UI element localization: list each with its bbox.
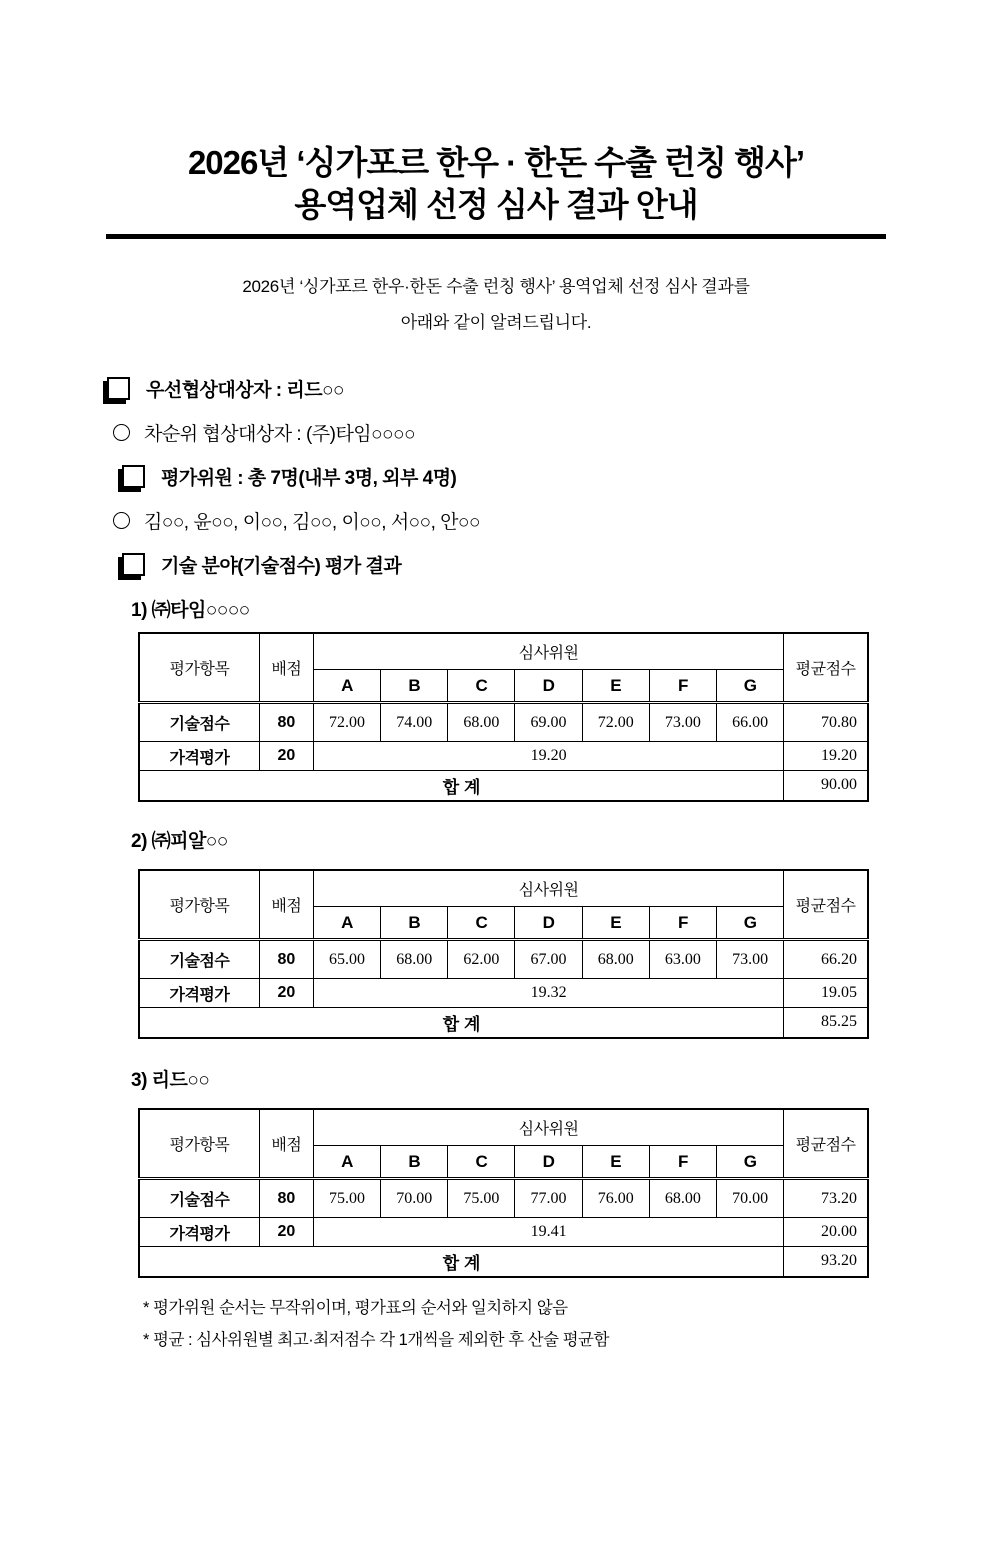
table-row: [139, 742, 868, 771]
committee-members-row: [0, 507, 992, 534]
judge-col-b: B: [381, 670, 448, 703]
price-score-merged: 19.32: [313, 979, 783, 1008]
circle-bullet-icon: [113, 512, 130, 529]
total-label: 합 계: [139, 1008, 784, 1038]
judge-col-e: E: [582, 1146, 649, 1179]
score-cell: 74.00: [381, 703, 448, 742]
score-cell: 68.00: [381, 940, 448, 979]
judge-col-d: D: [515, 670, 582, 703]
square-bullet-icon: [122, 465, 145, 488]
score-cell: 73.00: [716, 940, 783, 979]
table-row: [139, 771, 868, 801]
col-header-average: 평균점수: [784, 633, 868, 703]
col-header-item: 평가항목: [139, 1109, 259, 1179]
score-cell: 77.00: [515, 1179, 582, 1218]
judge-col-f: F: [649, 1146, 716, 1179]
company-1-section: [0, 595, 992, 802]
score-cell: 63.00: [649, 940, 716, 979]
table-row: [139, 1218, 868, 1247]
col-header-points: 배점: [259, 633, 313, 703]
company-2-heading: 2) ㈜피알○○: [131, 830, 228, 852]
tech-score-label: 기술점수: [139, 940, 259, 979]
score-cell: 66.00: [716, 703, 783, 742]
judge-col-b: B: [381, 1146, 448, 1179]
tech-points: 80: [259, 940, 313, 979]
score-cell: 69.00: [515, 703, 582, 742]
price-eval-label: 가격평가: [139, 742, 259, 771]
tech-points: 80: [259, 1179, 313, 1218]
col-header-item: 평가항목: [139, 633, 259, 703]
score-cell: 70.00: [716, 1179, 783, 1218]
score-cell: 73.00: [649, 703, 716, 742]
tech-points: 80: [259, 703, 313, 742]
second-bidder-text: 차순위 협상대상자 : (주)타임○○○○: [144, 423, 416, 445]
score-cell: 70.00: [381, 1179, 448, 1218]
col-header-points: 배점: [259, 1109, 313, 1179]
judge-col-a: A: [313, 907, 380, 940]
score-cell: 75.00: [313, 1179, 380, 1218]
score-cell: 67.00: [515, 940, 582, 979]
judge-col-a: A: [313, 670, 380, 703]
price-points: 20: [259, 742, 313, 771]
committee-text: 평가위원 : 총 7명(내부 3명, 외부 4명): [161, 467, 457, 489]
total-score: 93.20: [784, 1247, 868, 1277]
judge-col-d: D: [515, 1146, 582, 1179]
company-3-heading: 3) 리드○○: [131, 1069, 210, 1091]
judge-col-f: F: [649, 907, 716, 940]
price-eval-label: 가격평가: [139, 1218, 259, 1247]
judge-col-a: A: [313, 1146, 380, 1179]
tech-result-section-row: [0, 551, 992, 578]
intro-line-2: 아래와 같이 알려드립니다.: [400, 312, 592, 332]
footnote-1: * 평가위원 순서는 무작위이며, 평가표의 순서와 일치하지 않음: [143, 1298, 568, 1317]
tech-result-section-text: 기술 분야(기술점수) 평가 결과: [161, 555, 402, 577]
col-header-judges: 심사위원: [313, 1109, 783, 1146]
score-cell: 68.00: [649, 1179, 716, 1218]
price-eval-label: 가격평가: [139, 979, 259, 1008]
price-score-merged: 19.20: [313, 742, 783, 771]
total-score: 90.00: [784, 771, 868, 801]
score-cell: 68.00: [582, 940, 649, 979]
title-block: [106, 142, 886, 239]
judge-col-e: E: [582, 907, 649, 940]
col-header-points: 배점: [259, 870, 313, 940]
tech-average: 73.20: [784, 1179, 868, 1218]
judge-col-g: G: [716, 1146, 783, 1179]
judge-col-f: F: [649, 670, 716, 703]
company-2-score-table: [138, 869, 869, 1039]
score-cell: 68.00: [448, 703, 515, 742]
footnote-2: * 평균 : 심사위원별 최고·최저점수 각 1개씩을 제외한 후 산술 평균함: [143, 1330, 609, 1349]
score-cell: 76.00: [582, 1179, 649, 1218]
col-header-item: 평가항목: [139, 870, 259, 940]
company-1-heading: 1) ㈜타임○○○○: [131, 599, 250, 621]
tech-score-label: 기술점수: [139, 703, 259, 742]
company-2-section: [0, 826, 992, 1039]
table-row: [139, 1179, 868, 1218]
page-title-line-1: 2026년 ‘싱가포르 한우 · 한돈 수출 런칭 행사’: [187, 144, 805, 181]
col-header-average: 평균점수: [784, 1109, 868, 1179]
col-header-judges: 심사위원: [313, 633, 783, 670]
company-3-section: [0, 1065, 992, 1278]
tech-score-label: 기술점수: [139, 1179, 259, 1218]
table-row: [139, 1247, 868, 1277]
tech-average: 66.20: [784, 940, 868, 979]
price-points: 20: [259, 979, 313, 1008]
price-average: 19.20: [784, 742, 868, 771]
score-cell: 65.00: [313, 940, 380, 979]
total-label: 합 계: [139, 1247, 784, 1277]
intro-line-1: 2026년 ‘싱가포르 한우·한돈 수출 런칭 행사’ 용역업체 선정 심사 결과를: [242, 277, 750, 297]
total-label: 합 계: [139, 771, 784, 801]
score-cell: 72.00: [582, 703, 649, 742]
second-bidder-row: [0, 419, 992, 446]
price-average: 19.05: [784, 979, 868, 1008]
total-score: 85.25: [784, 1008, 868, 1038]
judge-col-b: B: [381, 907, 448, 940]
priority-bidder-row: [0, 375, 992, 402]
score-cell: 75.00: [448, 1179, 515, 1218]
document-page: [0, 142, 992, 1545]
price-score-merged: 19.41: [313, 1218, 783, 1247]
table-row: [139, 979, 868, 1008]
price-points: 20: [259, 1218, 313, 1247]
company-3-score-table: [138, 1108, 869, 1278]
price-average: 20.00: [784, 1218, 868, 1247]
square-bullet-icon: [122, 553, 145, 576]
table-row: [139, 1008, 868, 1038]
score-cell: 62.00: [448, 940, 515, 979]
judge-col-g: G: [716, 907, 783, 940]
col-header-average: 평균점수: [784, 870, 868, 940]
judge-col-e: E: [582, 670, 649, 703]
summary-list: [0, 375, 992, 578]
judge-col-c: C: [448, 907, 515, 940]
judge-col-g: G: [716, 670, 783, 703]
intro-paragraph: [0, 269, 992, 340]
footnotes: [143, 1292, 992, 1356]
square-bullet-icon: [107, 377, 130, 400]
score-cell: 72.00: [313, 703, 380, 742]
company-1-score-table: [138, 632, 869, 802]
committee-row: [0, 463, 992, 490]
judge-col-c: C: [448, 670, 515, 703]
priority-bidder-text: 우선협상대상자 : 리드○○: [146, 379, 345, 401]
tech-average: 70.80: [784, 703, 868, 742]
col-header-judges: 심사위원: [313, 870, 783, 907]
table-row: [139, 940, 868, 979]
judge-col-c: C: [448, 1146, 515, 1179]
circle-bullet-icon: [113, 424, 130, 441]
table-row: [139, 703, 868, 742]
page-title-line-2: 용역업체 선정 심사 결과 안내: [294, 185, 698, 223]
committee-members-text: 김○○, 윤○○, 이○○, 김○○, 이○○, 서○○, 안○○: [144, 511, 480, 533]
judge-col-d: D: [515, 907, 582, 940]
